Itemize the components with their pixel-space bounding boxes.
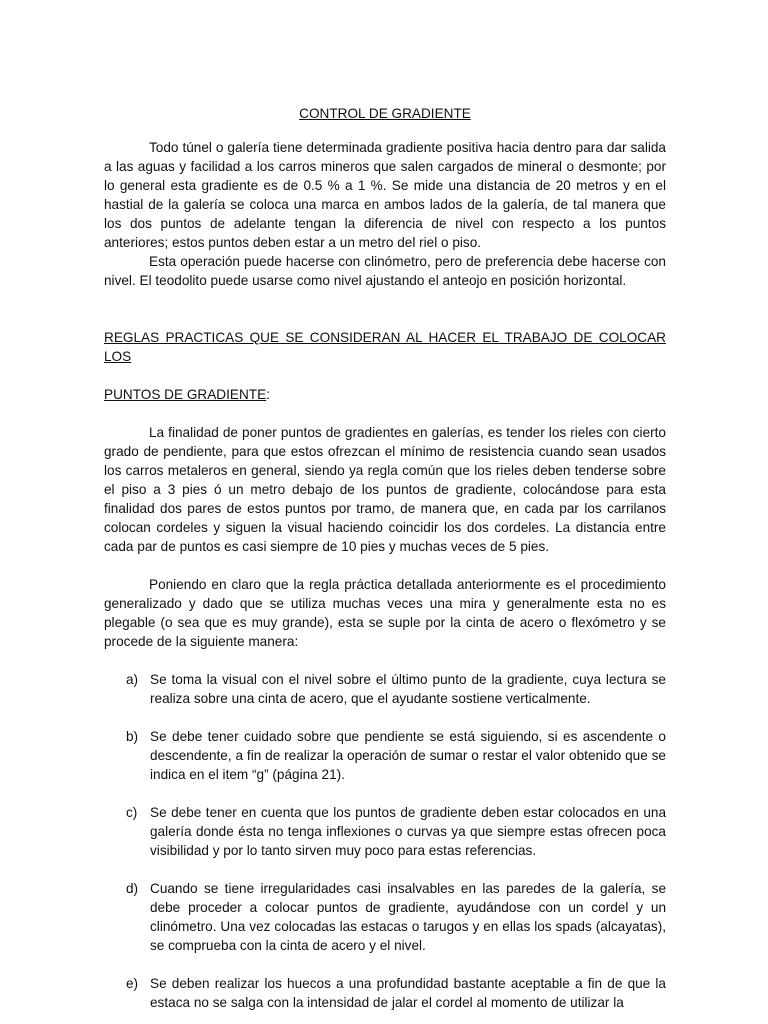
section-heading-text-1: REGLAS PRACTICAS QUE SE CONSIDERAN AL HACER EL TRABAJO DE COLOCAR LOS xyxy=(104,330,666,364)
body-paragraph-2: Poniendo en claro que la regla práctica detallada anteriormente es el procedimiento generalizado y dado que se utiliza muchas veces una mira y generalmente esta no es plegable (o sea que es muy grande), esta se suple por la cinta de acero o flexómetro y se procede de la siguiente manera: xyxy=(104,577,666,649)
list-item-text: Se toma la visual con el nivel sobre el último punto de la gradiente, cuya lectura se realiza sobre una cinta de acero, que el ayudante sostiene verticalmente. xyxy=(150,672,666,706)
list-marker: d) xyxy=(126,881,139,896)
list-item xyxy=(104,727,666,784)
list-item xyxy=(104,803,666,860)
list-item xyxy=(104,670,666,708)
list-item-text: Se debe tener cuidado sobre que pendiente se está siguiendo, si es ascendente o descendente, a fin de realizar la operación de sumar o restar el valor obtenido que se indica en el item “g” (página 21). xyxy=(150,729,666,782)
list-marker: c) xyxy=(126,805,138,820)
section-heading-text-2: PUNTOS DE GRADIENTE xyxy=(104,387,267,402)
list-marker: b) xyxy=(126,729,139,744)
procedure-list xyxy=(104,670,666,1012)
list-item-text: Se debe tener en cuenta que los puntos de gradiente deben estar colocados en una galería donde ésta no tenga inflexiones o curvas ya que siempre estas ofrecen poca visibilidad y por lo tanto sirven muy poco para estas referencias. xyxy=(150,805,666,858)
document-title: CONTROL DE GRADIENTE xyxy=(299,106,471,121)
intro-paragraph-2: Esta operación puede hacerse con clinómetro, pero de preferencia debe hacerse con nivel. El teodolito puede usarse como nivel ajustando el anteojo en posición horizontal. xyxy=(104,254,666,288)
document-page xyxy=(104,104,666,1012)
list-item-text: Cuando se tiene irregularidades casi insalvables en las paredes de la galería, se debe proceder a colocar puntos de gradiente, ayudándose con un cordel y un clinómetro. Una vez colocadas las estacas o tarugos y en ellas los spads (alcayatas), se comprueba con la cinta de acero y el nivel. xyxy=(150,881,666,953)
list-item-text: Se deben realizar los huecos a una profundidad bastante aceptable a fin de que la estaca no se salga con la intensidad de jalar el cordel al momento de utilizar la xyxy=(150,976,666,1010)
body-paragraph-1: La finalidad de poner puntos de gradientes en galerías, es tender los rieles con cierto grado de pendiente, para que estos ofrezcan el mínimo de resistencia cuando sean usados los carros metaleros en general, siendo ya regla común que los rieles deben tenderse sobre el piso a 3 pies ó un metro debajo de los puntos de gradiente, colocándose para esta finalidad dos pares de estos puntos por tramo, de manera que, en cada par los carrilanos colocan cordeles y siguen la visual haciendo coincidir los dos cordeles. La distancia entre cada par de puntos es casi siempre de 10 pies y muchas veces de 5 pies. xyxy=(104,425,666,554)
list-item xyxy=(104,879,666,955)
section-heading-colon: : xyxy=(266,387,270,402)
list-marker: e) xyxy=(126,976,139,991)
section-heading-line-2 xyxy=(104,385,666,404)
list-item xyxy=(104,974,666,1012)
section-heading-line-1 xyxy=(104,328,666,366)
list-marker: a) xyxy=(126,672,139,687)
intro-paragraph-1: Todo túnel o galería tiene determinada gradiente positiva hacia dentro para dar salida a las aguas y facilidad a los carros mineros que salen cargados de mineral o desmonte; por lo general esta gradiente es de 0.5 % a 1 %. Se mide una distancia de 20 metros y en el hastial de la galería se coloca una marca en ambos lados de la galería, de tal manera que los dos puntos de adelante tengan la diferencia de nivel con respecto a los puntos anteriores; estos puntos deben estar a un metro del riel o piso. xyxy=(104,140,666,250)
